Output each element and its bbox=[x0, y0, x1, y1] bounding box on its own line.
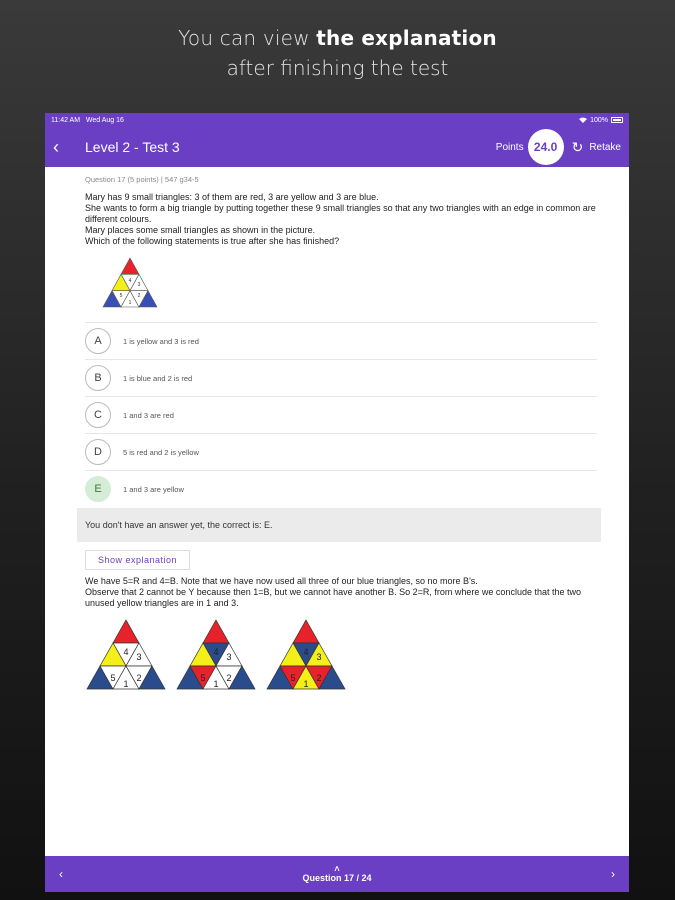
option-letter: A bbox=[85, 328, 111, 354]
tablet-screen bbox=[45, 113, 629, 892]
question-text: Mary has 9 small triangles: 3 of them are red, 3 are yellow and 3 are blue. She wants to form a big triangle by putting together these 9 small triangles so that any two triangles with an edge in common are different colours. Mary places some small triangles as shown in the picture. Which of the following statements is true after she has finished? bbox=[85, 192, 596, 246]
retake-button[interactable] bbox=[572, 139, 621, 156]
svg-text:3: 3 bbox=[316, 652, 322, 662]
svg-text:1: 1 bbox=[128, 300, 132, 306]
battery-icon bbox=[611, 117, 623, 123]
question-navigator[interactable] bbox=[302, 865, 371, 883]
explanation-figure-2 bbox=[175, 619, 257, 691]
question-content bbox=[45, 167, 629, 856]
wifi-icon bbox=[579, 117, 587, 123]
answer-feedback: You don't have an answer yet, the correct is: E. bbox=[77, 508, 601, 542]
explanation-figures bbox=[85, 619, 597, 691]
option-text: 1 is yellow and 3 is red bbox=[123, 336, 199, 346]
status-time: 11:42 AM bbox=[51, 116, 81, 124]
option-text: 5 is red and 2 is yellow bbox=[123, 447, 199, 457]
option-a[interactable] bbox=[85, 322, 597, 359]
promo-line-1: You can view the explanation bbox=[178, 26, 497, 50]
option-letter: B bbox=[85, 365, 111, 391]
promo-line-2: after finishing the test bbox=[226, 56, 449, 80]
answer-options bbox=[85, 322, 597, 507]
chevron-up-icon: ˄ bbox=[334, 864, 340, 874]
svg-text:2: 2 bbox=[137, 293, 141, 299]
option-text: 1 and 3 are yellow bbox=[123, 484, 184, 494]
option-c[interactable] bbox=[85, 396, 597, 433]
app-bar bbox=[45, 127, 629, 167]
svg-text:1: 1 bbox=[123, 679, 129, 689]
promo-caption bbox=[0, 26, 675, 80]
svg-text:5: 5 bbox=[290, 673, 296, 683]
svg-text:4: 4 bbox=[123, 647, 129, 657]
question-figure bbox=[91, 257, 597, 314]
option-text: 1 is blue and 2 is red bbox=[123, 373, 193, 383]
svg-text:2: 2 bbox=[226, 673, 232, 683]
svg-text:2: 2 bbox=[136, 673, 142, 683]
triangle-puzzle-image bbox=[91, 257, 169, 309]
svg-text:5: 5 bbox=[200, 673, 206, 683]
back-arrow-icon[interactable]: ‹ bbox=[53, 136, 59, 157]
points-label: Points bbox=[495, 141, 524, 153]
retake-label: Retake bbox=[589, 141, 621, 153]
option-letter: C bbox=[85, 402, 111, 428]
svg-text:4: 4 bbox=[128, 278, 132, 284]
page-title: Level 2 - Test 3 bbox=[85, 139, 180, 155]
question-meta: Question 17 (5 points) | 547 g34-5 bbox=[85, 175, 199, 184]
refresh-icon: ↻ bbox=[571, 138, 584, 155]
next-question-icon[interactable]: › bbox=[611, 867, 615, 881]
option-letter: E bbox=[85, 476, 111, 502]
previous-question-icon[interactable]: ‹ bbox=[59, 867, 63, 881]
explanation-figure-3 bbox=[265, 619, 347, 691]
svg-text:3: 3 bbox=[137, 282, 141, 288]
points-badge: 24.0 bbox=[528, 129, 564, 165]
option-e[interactable] bbox=[85, 470, 597, 507]
option-text: 1 and 3 are red bbox=[123, 410, 174, 420]
svg-text:5: 5 bbox=[110, 673, 116, 683]
svg-text:2: 2 bbox=[316, 673, 322, 683]
question-counter: Question 17 / 24 bbox=[302, 873, 372, 883]
svg-text:3: 3 bbox=[136, 652, 142, 662]
explanation-text: We have 5=R and 4=B. Note that we have now used all three of our blue triangles, so no more B's. Observe that 2 cannot be Y because then 1=B, but we cannot have another B. So 2=R, from where we conclude that the two unused yellow triangles are in 1 and 3. bbox=[85, 576, 581, 608]
svg-text:1: 1 bbox=[213, 679, 219, 689]
svg-text:4: 4 bbox=[303, 647, 309, 657]
explanation-figure-1 bbox=[85, 619, 167, 691]
option-b[interactable] bbox=[85, 359, 597, 396]
battery-percent: 100% bbox=[590, 116, 608, 124]
option-d[interactable] bbox=[85, 433, 597, 470]
svg-text:5: 5 bbox=[119, 293, 123, 299]
svg-text:3: 3 bbox=[226, 652, 232, 662]
show-explanation-button[interactable]: Show explanation bbox=[85, 550, 190, 570]
status-date: Wed Aug 16 bbox=[85, 116, 124, 124]
option-letter: D bbox=[85, 439, 111, 465]
svg-text:1: 1 bbox=[303, 679, 309, 689]
svg-text:4: 4 bbox=[213, 647, 219, 657]
bottom-navigation bbox=[45, 856, 629, 892]
status-bar bbox=[45, 113, 629, 127]
